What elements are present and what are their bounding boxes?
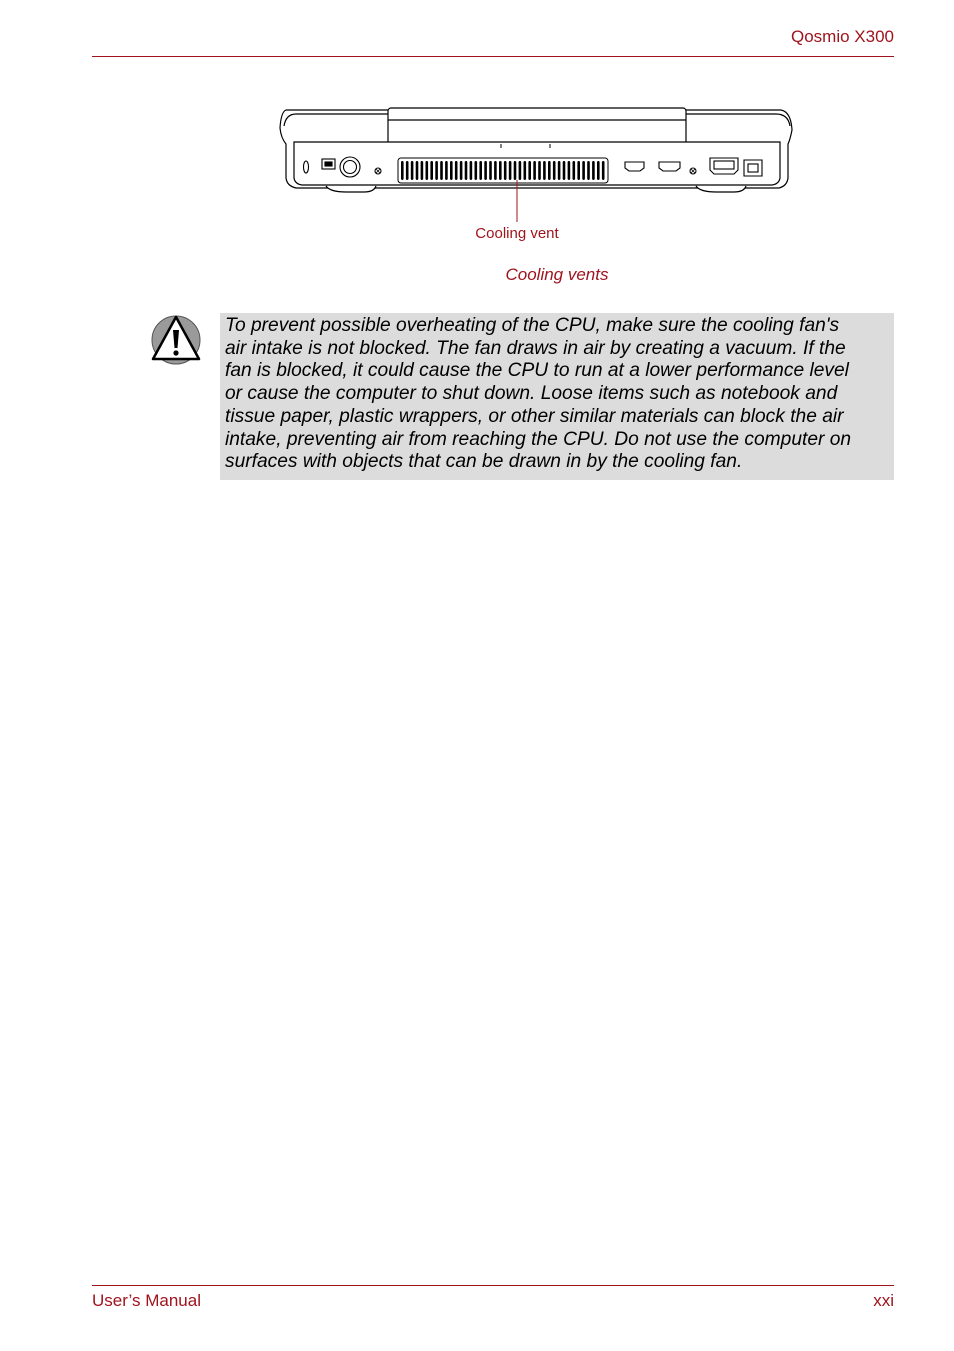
warning-text-line: fan is blocked, it could cause the CPU to run at a lower performance level: [225, 360, 849, 382]
vent-slot: [416, 161, 419, 180]
vent-slot: [421, 161, 424, 180]
vent-slot: [528, 161, 531, 180]
vent-slot: [592, 161, 595, 180]
vent-slot: [543, 161, 546, 180]
page-number: xxi: [873, 1291, 894, 1310]
vent-slot: [524, 161, 527, 180]
vent-slot: [597, 161, 600, 180]
vent-frame: [398, 158, 608, 183]
vent-slot: [509, 161, 512, 180]
vent-slot: [430, 161, 433, 180]
vent-slot: [514, 161, 517, 180]
vent-slot: [455, 161, 458, 180]
warning-text-line: surfaces with objects that can be drawn in by the cooling fan.: [225, 451, 743, 473]
hdmi-port-1: [625, 162, 644, 171]
vent-slot: [582, 161, 585, 180]
vent-slot: [504, 161, 507, 180]
vent-slot: [450, 161, 453, 180]
vent-slot: [426, 161, 429, 180]
vent-slot: [465, 161, 468, 180]
footer-rule: [92, 1285, 894, 1286]
warning-text-line: air intake is not blocked. The fan draws in air by creating a vacuum. If the: [225, 337, 846, 359]
warning-note-box: [220, 313, 894, 480]
callout-label-cooling-vent: Cooling vent: [475, 225, 559, 242]
figure-caption: Cooling vents: [505, 265, 609, 284]
warning-text-line: intake, preventing air from reaching the CPU. Do not use the computer on: [225, 428, 852, 450]
vent-slot: [533, 161, 536, 180]
footer-manual-title: User’s Manual: [92, 1291, 201, 1310]
vent-slot: [587, 161, 590, 180]
warning-text-line: tissue paper, plastic wrappers, or other similar materials can block the air: [225, 405, 844, 427]
vent-slot: [568, 161, 571, 180]
vent-slot: [577, 161, 580, 180]
warning-text-line: or cause the computer to shut down. Loose items such as notebook and: [225, 383, 838, 405]
hdmi-port-2: [659, 162, 680, 171]
cooling-vent-grille: [398, 158, 608, 183]
warning-text-line: To prevent possible overheating of the CPU, make sure the cooling fan's: [225, 315, 840, 336]
vent-slot: [548, 161, 551, 180]
vent-slot: [558, 161, 561, 180]
vent-slot: [475, 161, 478, 180]
vent-slot: [435, 161, 438, 180]
vent-slot: [440, 161, 443, 180]
vent-slot: [406, 161, 409, 180]
vent-slot: [401, 161, 404, 180]
vent-slot: [499, 161, 502, 180]
vent-slot: [470, 161, 473, 180]
warning-triangle-icon: [150, 312, 202, 366]
vent-slot: [460, 161, 463, 180]
vent-slot: [519, 161, 522, 180]
vent-slot: [602, 161, 605, 180]
running-header-title: Qosmio X300: [791, 27, 894, 46]
header-rule: [92, 56, 894, 57]
vent-slot: [563, 161, 566, 180]
vent-slot: [538, 161, 541, 180]
vent-slot: [411, 161, 414, 180]
vent-slot: [484, 161, 487, 180]
vent-slot: [489, 161, 492, 180]
vent-slot: [553, 161, 556, 180]
hinge-block: [388, 108, 686, 144]
vent-slot: [445, 161, 448, 180]
right-foot: [696, 186, 746, 192]
dc-in-port: [304, 161, 309, 173]
vent-slot: [494, 161, 497, 180]
left-foot: [326, 186, 376, 192]
vent-slot: [479, 161, 482, 180]
vent-slot: [573, 161, 576, 180]
